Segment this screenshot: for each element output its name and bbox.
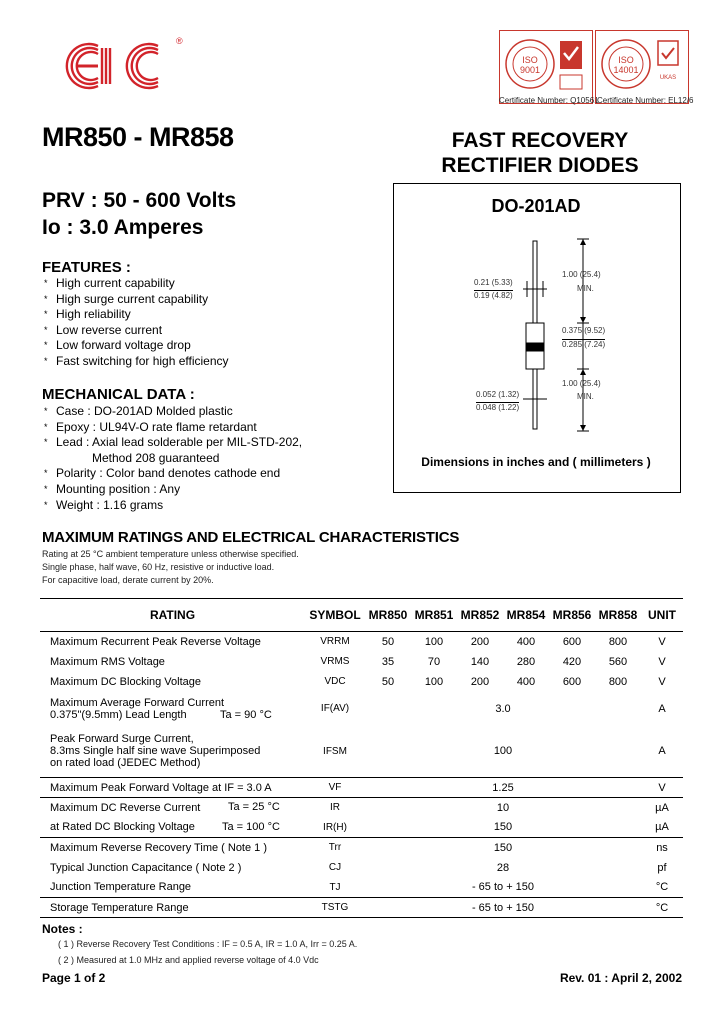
list-item: * Case : DO-201AD Molded plastic bbox=[44, 404, 233, 418]
table-row: Storage Temperature Range TSTG - 65 to + 150 °C bbox=[40, 898, 683, 918]
rating-condition-2: Single phase, half wave, 60 Hz, resistive or inductive load. bbox=[42, 562, 275, 572]
list-item: * Weight : 1.16 grams bbox=[44, 497, 164, 512]
table-row: Maximum DC Blocking Voltage VDC 50 100 200 400 600 800 V bbox=[50, 675, 666, 688]
io-spec: Io : 3.0 Amperes bbox=[42, 216, 204, 239]
ratings-table bbox=[40, 598, 683, 918]
dim-wire-min: 0.048 (1.22) bbox=[476, 403, 520, 412]
col-header: UNIT bbox=[641, 599, 683, 632]
table-row: Maximum Recurrent Peak Reverse Voltage VRRM 50 100 200 400 600 800 V bbox=[50, 635, 666, 648]
iso14001-cert-number: Certificate Number: EL12/6 bbox=[597, 96, 694, 105]
ratings-heading: MAXIMUM RATINGS AND ELECTRICAL CHARACTERISTICS bbox=[42, 529, 460, 546]
iso9001-cert-number: Certificate Number: Q10561 bbox=[499, 96, 599, 105]
list-item: * Epoxy : UL94V-O rate flame retardant bbox=[44, 419, 257, 434]
dim-wire-max: 0.052 (1.32) bbox=[476, 390, 520, 399]
subtitle-line1: FAST RECOVERY bbox=[451, 129, 629, 152]
iso14001-seal-icon bbox=[596, 31, 688, 97]
list-item: * Fast switching for high efficiency bbox=[44, 353, 229, 368]
bullet-icon: * bbox=[44, 309, 48, 320]
table-row: Maximum Average Forward Current 0.375"(9.5mm) Lead Length Ta = 90 °C IF(AV) 3.0 A bbox=[50, 696, 666, 721]
dim-bottom-length: 1.00 (25.4) bbox=[562, 379, 601, 388]
col-header: MR851 bbox=[411, 599, 457, 632]
note-1: ( 1 ) Reverse Recovery Test Conditions : IF = 0.5 A, IR = 1.0 A, Irr = 0.25 A. bbox=[58, 939, 358, 949]
list-item: * Low reverse current bbox=[44, 322, 163, 337]
table-row: at Rated DC Blocking Voltage Ta = 100 °C IR(H) 150 µA bbox=[40, 818, 683, 838]
package-title: DO-201AD bbox=[491, 196, 581, 216]
table-row: Maximum RMS Voltage VRMS 35 70 140 280 420 560 V bbox=[50, 655, 666, 668]
dim-body-max: 0.375 (9.52) bbox=[562, 326, 606, 335]
bullet-icon: * bbox=[44, 324, 48, 335]
bullet-icon: * bbox=[44, 293, 48, 304]
registered-mark: ® bbox=[176, 36, 183, 46]
list-item: Method 208 guaranteed bbox=[92, 450, 220, 465]
col-header: MR858 bbox=[595, 599, 641, 632]
iso9001-badge bbox=[499, 30, 593, 104]
bullet-icon: * bbox=[44, 437, 48, 448]
svg-text:ISO: ISO bbox=[618, 55, 634, 65]
bullet-icon: * bbox=[44, 421, 48, 432]
table-row: Maximum DC Reverse Current Ta = 25 °C IR 10 µA bbox=[50, 801, 669, 814]
table-header-row bbox=[40, 599, 683, 632]
bullet-icon: * bbox=[44, 406, 48, 416]
note-2: ( 2 ) Measured at 1.0 MHz and applied reverse voltage of 4.0 Vdc bbox=[58, 955, 319, 965]
svg-text:ISO: ISO bbox=[522, 55, 538, 65]
svg-text:UKAS: UKAS bbox=[659, 75, 677, 81]
col-header: SYMBOL bbox=[305, 599, 365, 632]
notes-heading: Notes : bbox=[42, 922, 83, 936]
dim-top-min: MIN. bbox=[577, 284, 594, 293]
features-list bbox=[44, 276, 229, 370]
svg-text:9001: 9001 bbox=[519, 65, 541, 75]
mechanical-heading: MECHANICAL DATA : bbox=[42, 386, 195, 403]
bullet-icon: * bbox=[44, 278, 48, 288]
diode-outline-drawing bbox=[393, 183, 679, 491]
table-row: Maximum Reverse Recovery Time ( Note 1 ) Trr 150 ns bbox=[50, 841, 668, 854]
col-header: MR856 bbox=[549, 599, 595, 632]
rating-condition-3: For capacitive load, derate current by 20%. bbox=[42, 575, 214, 585]
col-header: RATING bbox=[40, 599, 305, 632]
mechanical-list bbox=[44, 404, 302, 513]
list-item: * High reliability bbox=[44, 307, 131, 322]
features-heading: FEATURES : bbox=[42, 259, 131, 276]
table-row: Junction Temperature Range TJ - 65 to + 150 °C bbox=[40, 878, 683, 898]
bullet-icon: * bbox=[44, 499, 48, 510]
dim-lead-dia-min: 0.19 (4.82) bbox=[474, 291, 513, 300]
list-item: * Mounting position : Any bbox=[44, 481, 181, 496]
col-header: MR854 bbox=[503, 599, 549, 632]
iso14001-badge bbox=[595, 30, 689, 104]
dim-bottom-min: MIN. bbox=[577, 392, 594, 401]
col-header: MR852 bbox=[457, 599, 503, 632]
list-item: * High current capability bbox=[44, 276, 175, 290]
svg-text:14001: 14001 bbox=[613, 65, 639, 75]
revision-date: Rev. 01 : April 2, 2002 bbox=[559, 971, 682, 985]
dim-body-min: 0.285 (7.24) bbox=[562, 340, 606, 349]
table-row: Maximum Peak Forward Voltage at IF = 3.0 A VF 1.25 V bbox=[40, 778, 683, 798]
prv-spec: PRV : 50 - 600 Volts bbox=[42, 189, 237, 212]
iso9001-seal-icon bbox=[500, 31, 592, 97]
table-row: Typical Junction Capacitance ( Note 2 ) CJ 28 pf bbox=[50, 861, 667, 874]
list-item: * High surge current capability bbox=[44, 291, 209, 306]
rating-condition-1: Rating at 25 °C ambient temperature unless otherwise specified. bbox=[42, 549, 299, 559]
bullet-icon: * bbox=[44, 483, 48, 494]
subtitle-line2: RECTIFIER DIODES bbox=[441, 154, 639, 177]
page-number: Page 1 of 2 bbox=[42, 971, 106, 985]
bullet-icon: * bbox=[44, 340, 48, 351]
col-header: MR850 bbox=[365, 599, 411, 632]
dim-lead-dia-max: 0.21 (5.33) bbox=[474, 278, 513, 287]
eic-logo-mark bbox=[62, 40, 192, 92]
part-number-title: MR850 - MR858 bbox=[42, 122, 234, 152]
table-row: Peak Forward Surge Current, 8.3ms Single half sine wave Superimposed on rated load (JEDEC Method) IFSM 100 A bbox=[40, 726, 683, 778]
bullet-icon: * bbox=[44, 468, 48, 479]
list-item: * Polarity : Color band denotes cathode end bbox=[44, 466, 281, 481]
list-item: * Low forward voltage drop bbox=[44, 338, 191, 353]
dim-top-length: 1.00 (25.4) bbox=[562, 270, 601, 279]
company-logo bbox=[62, 36, 183, 90]
bullet-icon: * bbox=[44, 355, 48, 366]
dimensions-caption: Dimensions in inches and ( millimeters ) bbox=[421, 455, 651, 469]
list-item: * Lead : Axial lead solderable per MIL-STD-202, bbox=[44, 435, 303, 450]
